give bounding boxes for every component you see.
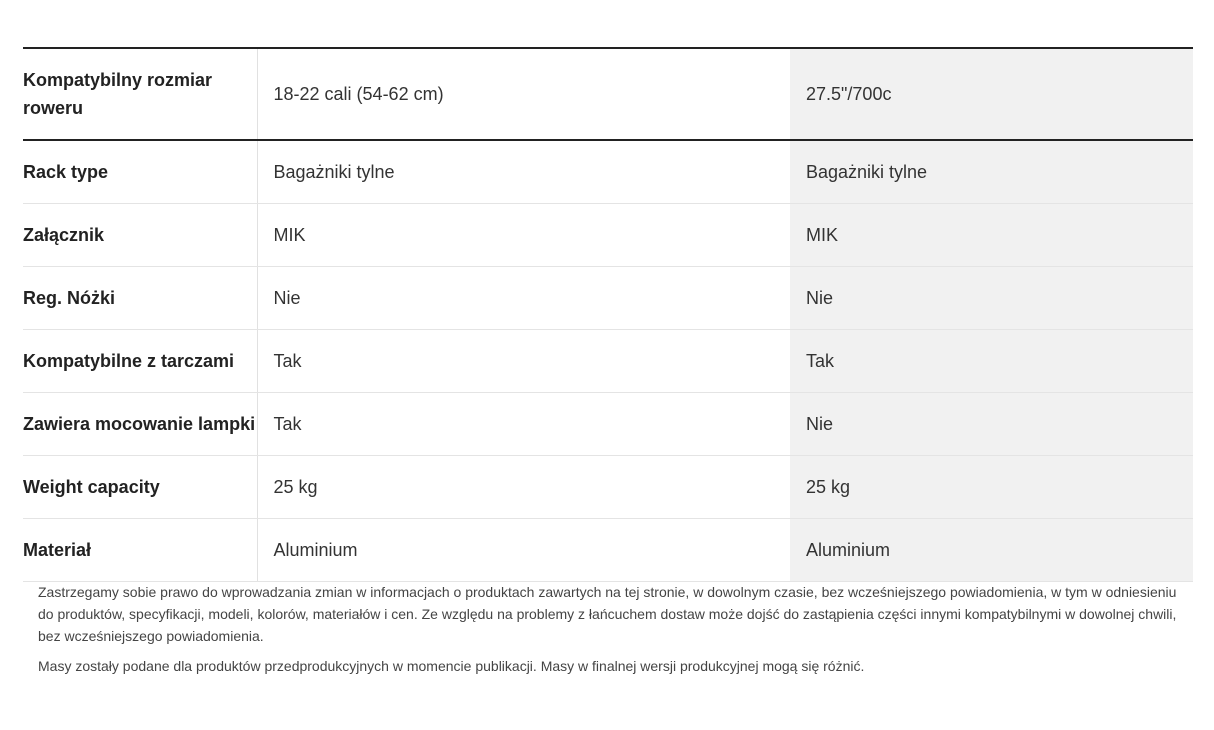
cell-product-a: 25 kg	[257, 456, 790, 519]
row-label: Kompatybilne z tarczami	[23, 330, 257, 393]
table-row-compatible-size	[23, 48, 1193, 140]
cell-product-b: Nie	[790, 267, 1193, 330]
cell-product-b: Bagażniki tylne	[790, 140, 1193, 204]
disclaimer-text: Zastrzegamy sobie prawo do wprowadzania zmian w informacjach o produktach zawartych na tej stronie, w dowolnym czasie, bez wcześniejszego powiadomienia, w tym w odniesieniu do produktów, specyfikacji, modeli, kolorów, materiałów i cen. Ze względu na problemy z łańcuchem dostaw może dojść do zastąpienia części innymi kompatybilnymi w dowolnej chwili, bez wcześniejszego powiadomienia.	[38, 584, 1177, 644]
header-label: Kompatybilny rozmiar roweru	[23, 70, 213, 118]
cell-product-a: Bagażniki tylne	[257, 140, 790, 204]
row-label: Zawiera mocowanie lampki	[23, 393, 257, 456]
table-row	[23, 204, 1193, 267]
table-row	[23, 393, 1193, 456]
cell-product-b: Tak	[790, 330, 1193, 393]
cell-product-a: Tak	[257, 393, 790, 456]
cell-product-a: Tak	[257, 330, 790, 393]
row-label: Materiał	[23, 519, 257, 582]
cell-product-a: 18-22 cali (54-62 cm)	[257, 48, 790, 140]
cell-product-b: MIK	[790, 204, 1193, 267]
spec-comparison-table	[23, 47, 1193, 582]
footnotes	[38, 581, 1178, 685]
table-row	[23, 267, 1193, 330]
row-label: Rack type	[23, 140, 257, 204]
table-row	[23, 456, 1193, 519]
table-row	[23, 330, 1193, 393]
row-label: Reg. Nóżki	[23, 267, 257, 330]
cell-product-a: Aluminium	[257, 519, 790, 582]
cell-product-a: Nie	[257, 267, 790, 330]
cell-product-b: 25 kg	[790, 456, 1193, 519]
row-label: Załącznik	[23, 204, 257, 267]
cell-product-b: 27.5"/700c	[790, 48, 1193, 140]
table-row	[23, 140, 1193, 204]
weights-note: Masy zostały podane dla produktów przedprodukcyjnych w momencie publikacji. Masy w finalnej wersji produkcyjnej mogą się różnić.	[38, 658, 865, 674]
row-label	[23, 48, 257, 140]
row-label: Weight capacity	[23, 456, 257, 519]
table-row	[23, 519, 1193, 582]
cell-product-b: Nie	[790, 393, 1193, 456]
cell-product-a: MIK	[257, 204, 790, 267]
cell-product-b: Aluminium	[790, 519, 1193, 582]
